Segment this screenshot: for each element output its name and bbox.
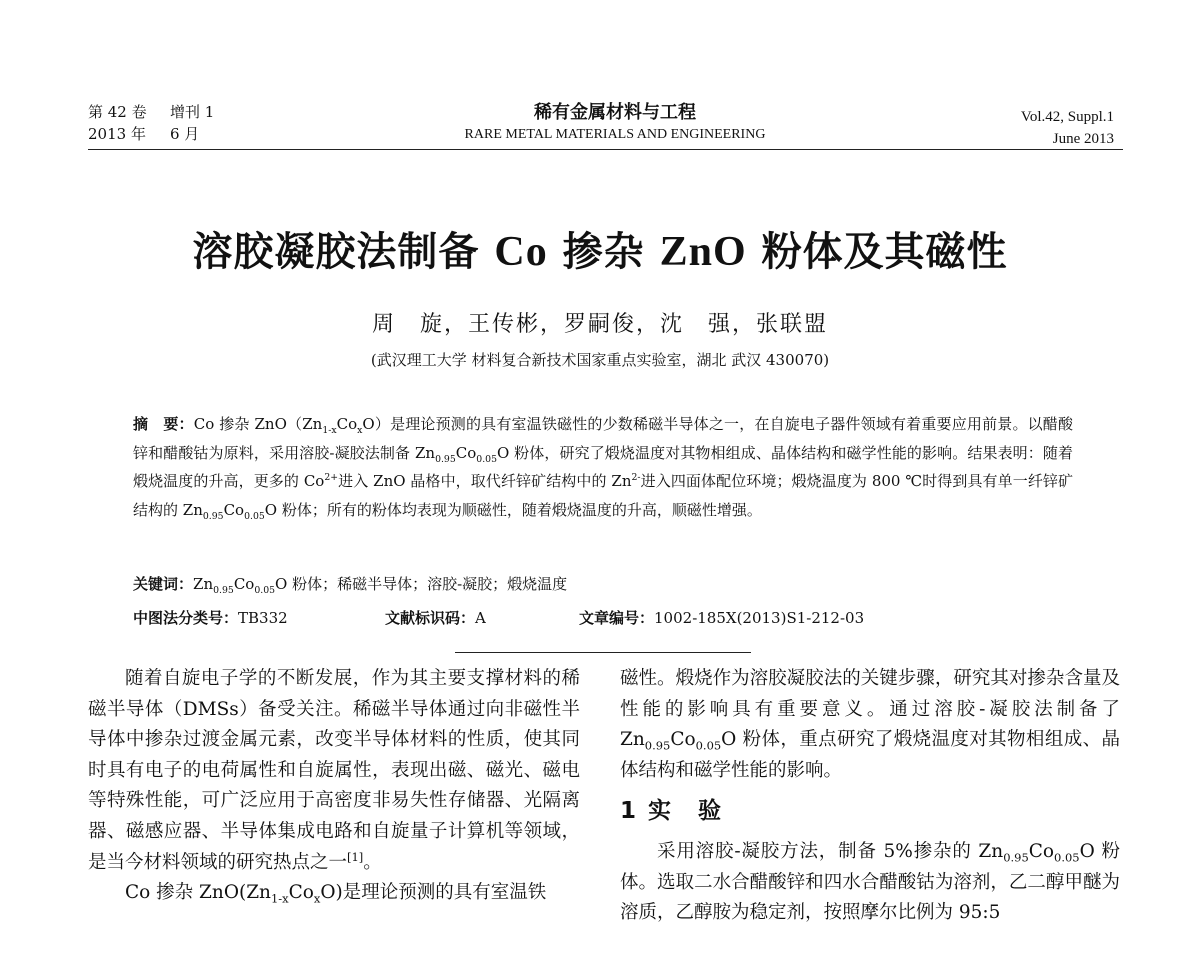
abstract-text: Co (455, 443, 477, 462)
subscript: 1-x (322, 425, 337, 436)
subscript: 0.05 (254, 585, 276, 596)
title-part: 粉体及其磁性 (761, 229, 1008, 275)
subscript: 0.05 (1054, 850, 1080, 865)
paragraph-text: Co (670, 729, 696, 751)
body-left-column (88, 664, 580, 909)
abstract (133, 410, 1073, 524)
paragraph (88, 664, 580, 878)
subscript: 0.95 (644, 738, 671, 753)
citation: [1] (347, 849, 364, 864)
paragraph (620, 664, 1120, 786)
abstract-text: Co (223, 500, 245, 519)
header-year: 2013 年 (88, 125, 146, 143)
section-heading: 1 实 验 (620, 798, 724, 825)
header-right (1021, 106, 1114, 150)
authors: 周 旋，王传彬，罗嗣俊，沈 强，张联盟 (371, 312, 828, 337)
paragraph-text: Co 掺杂 ZnO(Zn (125, 882, 271, 904)
paragraph (88, 878, 580, 909)
journal-title-en: RARE METAL MATERIALS AND ENGINEERING (464, 127, 766, 142)
superscript: 2+ (324, 472, 339, 483)
subscript: 0.95 (1003, 850, 1029, 865)
header-rule (88, 149, 1123, 150)
header-left (88, 101, 214, 145)
paragraph-text: Co (288, 882, 314, 904)
paragraph-text: O 粉体。选取二水合醋酸锌和四水合醋酸钴为溶剂，乙二醇甲醚为溶质，乙醇胺为稳定剂，按照摩尔比例为 95:5 (620, 840, 1120, 924)
clc-item (133, 606, 385, 630)
header-issue: 增刊 1 (170, 103, 215, 121)
subscript: 0.05 (244, 510, 265, 522)
title-part: Co (494, 229, 548, 275)
header-date-en: June 2013 (1052, 131, 1114, 147)
paragraph-text: 随着自旋电子学的不断发展，作为其主要支撑材料的稀磁半导体（DMSs）备受关注。稀磁半导体通过向非磁性半导体中掺杂过渡金属元素，改变半导体材料的性质，使其同时具有电子的电荷属性和自旋属性，表现出磁、磁光、磁电等特殊性能，可广泛应用于高密度非易失性存储器、光隔离器、磁感应器、半导体集成电路和自旋量子计算机等领域，是当今材料领域的研究热点之一 (88, 668, 580, 873)
paragraph-text: O)是理论预测的具有室温铁 (320, 882, 547, 904)
header-month: 6 月 (170, 125, 200, 143)
keywords-text: Zn (193, 575, 214, 593)
title-part: 掺杂 (562, 229, 645, 275)
subscript: 0.95 (202, 510, 224, 522)
subscript: 0.05 (695, 738, 722, 753)
abstract-text: O）是理论预测的具有室温铁磁性的少数稀磁半导体之一，在自旋电子器件领域有着重要应用前景。以醋酸锌和醋酸钴为原料，采用溶胶-凝胶法制备 Zn (133, 415, 1073, 462)
header-vol-en: Vol.42, Suppl.1 (1020, 109, 1114, 125)
keywords (133, 572, 1073, 596)
clc-value: TB332 (238, 609, 288, 627)
header-volume-row (88, 101, 214, 123)
subscript: 0.05 (476, 453, 497, 465)
abstract-divider (455, 652, 751, 653)
paragraph-text: Co (1028, 840, 1055, 862)
abstract-text: Co (336, 415, 358, 433)
abstract-text: Co 掺杂 ZnO（Zn (193, 415, 323, 433)
abstract-text: O 粉体，研究了煅烧温度对其物相组成、晶体结构和磁学性能的影响。结果表明：随着煅烧温度的升高，更多的 Co (133, 443, 1073, 490)
abstract-text: 进入四面体配位环境；煅烧温度为 800 ℃时得到具有单一纤锌矿结构的 Zn (133, 472, 1073, 519)
abstract-label: 摘 要： (133, 415, 194, 433)
subscript: x (357, 425, 363, 436)
subscript: x (313, 891, 321, 906)
affiliation: (武汉理工大学 材料复合新技术国家重点实验室，湖北 武汉 430070) (370, 351, 830, 369)
article-no-item (579, 606, 864, 630)
keywords-label: 关键词： (133, 575, 194, 593)
subscript: 0.95 (213, 585, 234, 596)
paper-title (0, 220, 1200, 277)
paragraph (620, 837, 1120, 929)
title-part: 溶胶凝胶法制备 (192, 229, 480, 275)
keywords-text: Co (233, 575, 255, 593)
doc-code-value: A (475, 609, 486, 627)
superscript: 2- (631, 472, 641, 483)
paragraph-text: 。 (363, 851, 382, 873)
keywords-text: O 粉体；稀磁半导体；溶胶-凝胶；煅烧温度 (275, 575, 568, 593)
classification-line (133, 606, 1073, 630)
paragraph-text: 磁性。煅烧作为溶胶凝胶法的关键步骤，研究其对掺杂含量及性能的影响具有重要意义。通过溶胶-凝胶法制备了 Zn (620, 668, 1120, 751)
article-no-value: 1002-185X(2013)S1-212-03 (654, 609, 865, 627)
abstract-text: 进入 ZnO 晶格中，取代纤锌矿结构中的 Zn (338, 472, 632, 490)
title-part: ZnO (659, 229, 747, 275)
doc-code-label: 文献标识码： (385, 609, 476, 627)
paragraph-text: O 粉体，重点研究了煅烧温度对其物相组成、晶体结构和磁学性能的影响。 (620, 729, 1120, 781)
abstract-text: O 粉体；所有的粉体均表现为顺磁性，随着煅烧温度的升高，顺磁性增强。 (264, 500, 762, 519)
header-journal (380, 101, 850, 145)
body-right-column (620, 664, 1120, 929)
subscript: 0.95 (435, 453, 456, 465)
header-date-row (88, 123, 214, 145)
article-no-label: 文章编号： (579, 609, 655, 627)
subscript: 1-x (270, 891, 289, 906)
doc-code-item (385, 606, 579, 630)
clc-label: 中图法分类号： (133, 609, 239, 627)
header-volume: 第 42 卷 (88, 103, 147, 121)
journal-title-cn: 稀有金属材料与工程 (534, 102, 696, 123)
paragraph-text: 采用溶胶-凝胶方法，制备 5%掺杂的 Zn (657, 840, 1004, 862)
